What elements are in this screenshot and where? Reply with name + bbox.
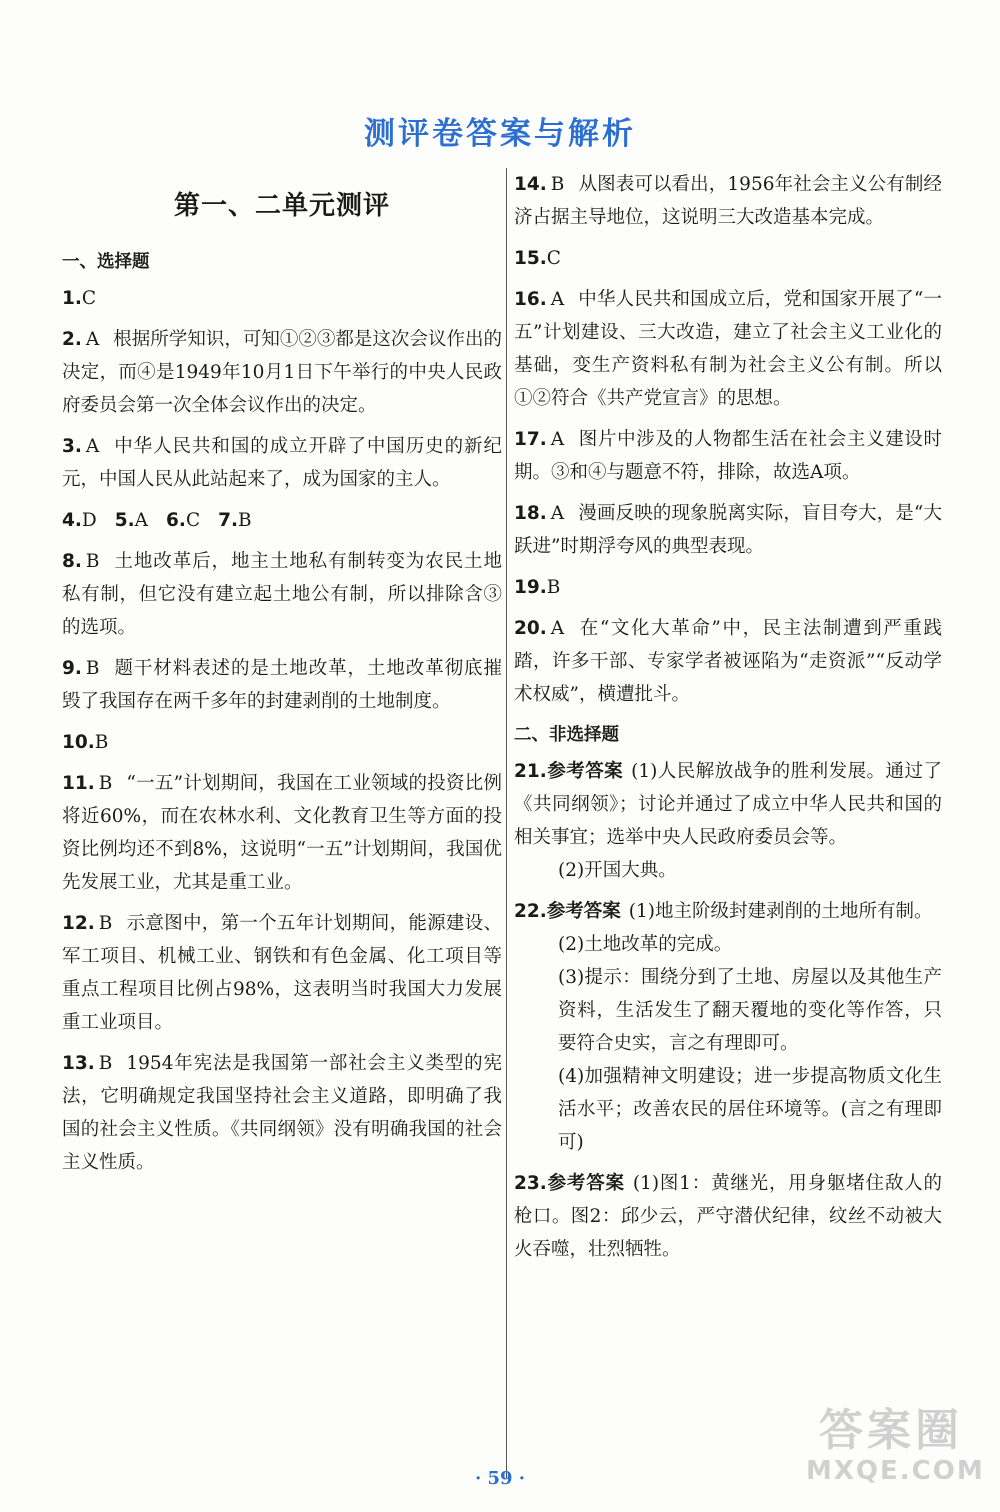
reference-answer-label: 参考答案 — [546, 901, 621, 922]
item-number: 13. — [62, 1053, 95, 1074]
section-heading-choice: 一、选择题 — [62, 252, 150, 272]
item-answer: D — [81, 510, 97, 531]
item-answer: B — [98, 773, 113, 794]
column-divider — [506, 168, 507, 1478]
item-number: 11. — [62, 773, 95, 794]
item-number: 5. — [114, 510, 135, 531]
answer-item-22 — [514, 895, 942, 1159]
item-answer: A — [550, 429, 565, 450]
item-number: 3. — [62, 436, 82, 457]
answer-part: (1)地主阶级封建剥削的土地所有制。 — [628, 901, 933, 922]
item-answer: B — [98, 913, 113, 934]
item-explanation: 题干材料表述的是土地改革，土地改革彻底摧毁了我国存在两千多年的封建剥削的土地制度。 — [62, 658, 502, 712]
item-explanation: 在“文化大革命”中，民主法制遭到严重践踏，许多干部、专家学者被诬陷为“走资派”“反动学术权威”，横遭批斗。 — [514, 618, 942, 705]
item-answer: B — [85, 658, 100, 679]
answer-item-14 — [514, 168, 942, 234]
item-answer: C — [546, 248, 561, 269]
answer-item-23 — [514, 1167, 942, 1266]
item-answer: C — [185, 510, 201, 531]
item-number: 9. — [62, 658, 82, 679]
section-heading-non-choice: 二、非选择题 — [514, 725, 619, 745]
answer-part: (2)土地改革的完成。 — [558, 934, 733, 955]
answer-item-2 — [62, 323, 502, 422]
item-number: 1. — [62, 288, 82, 309]
reference-answer-label: 参考答案 — [546, 1173, 625, 1194]
item-number: 18. — [514, 503, 547, 524]
reference-answer-label: 参考答案 — [546, 761, 624, 782]
item-answer: B — [98, 1053, 113, 1074]
page-title: 测评卷答案与解析 — [364, 116, 636, 152]
answer-part: (4)加强精神文明建设；进一步提高物质文化生活水平；改善农民的居住环境等。(言之有理即可) — [558, 1066, 942, 1153]
item-answer: A — [550, 289, 565, 310]
item-answer: A — [550, 503, 565, 524]
item-number: 16. — [514, 289, 547, 310]
watermark-logo — [806, 1405, 985, 1492]
item-explanation: 图片中涉及的人物都生活在社会主义建设时期。③和④与题意不符，排除，故选A项。 — [514, 429, 942, 483]
answer-item-9 — [62, 652, 502, 718]
item-number: 8. — [62, 551, 82, 572]
item-answer: B — [85, 551, 100, 572]
item-answer: A — [85, 329, 100, 350]
answer-items-4-7 — [62, 504, 502, 537]
item-number: 20. — [514, 618, 547, 639]
item-answer: B — [546, 577, 561, 598]
answer-item-20 — [514, 612, 942, 711]
item-number: 14. — [514, 174, 547, 195]
answer-item-1 — [62, 282, 502, 315]
item-number: 10. — [62, 732, 95, 753]
item-explanation: “一五”计划期间，我国在工业领域的投资比例将近60%，而在农林水利、文化教育卫生等方面的投资比例均还不到8%，这说明“一五”计划期间，我国优先发展工业，尤其是重工业。 — [62, 773, 502, 893]
item-explanation: 根据所学知识，可知①②③都是这次会议作出的决定，而④是1949年10月1日下午举行的中央人民政府委员会第一次全体会议作出的决定。 — [62, 329, 502, 416]
item-answer: B — [238, 510, 252, 531]
answer-item-11 — [62, 767, 502, 899]
item-answer: A — [85, 436, 100, 457]
answer-part: (1)图1：黄继光，用身躯堵住敌人的枪口。图2：邱少云，严守潜伏纪律，纹丝不动被大火吞噬，壮烈牺牲。 — [514, 1173, 942, 1260]
answer-item-21 — [514, 755, 942, 887]
watermark-url: MXQE.COM — [806, 1456, 985, 1486]
answer-part: (2)开国大典。 — [558, 860, 677, 881]
item-explanation: 土地改革后，地主土地私有制转变为农民土地私有制，但它没有建立起土地公有制，所以排除含③的选项。 — [62, 551, 502, 638]
item-answer: A — [134, 510, 149, 531]
answer-item-18 — [514, 497, 942, 563]
item-answer: C — [81, 288, 97, 309]
item-number: 21. — [514, 761, 547, 782]
item-number: 23. — [514, 1173, 547, 1194]
answer-part: (1)人民解放战争的胜利发展。通过了《共同纲领》；讨论并通过了成立中华人民共和国的相关事宜；选举中央人民政府委员会等。 — [514, 761, 942, 848]
item-answer: B — [94, 732, 109, 753]
item-number: 2. — [62, 329, 82, 350]
watermark-text: 答案圈 — [819, 1405, 963, 1456]
item-number: 15. — [514, 248, 547, 269]
answer-item-10 — [62, 726, 502, 759]
item-number: 7. — [218, 510, 238, 531]
item-explanation: 从图表可以看出，1956年社会主义公有制经济占据主导地位，这说明三大改造基本完成。 — [514, 174, 942, 228]
item-answer: A — [550, 618, 565, 639]
answer-item-12 — [62, 907, 502, 1039]
item-number: 19. — [514, 577, 547, 598]
item-explanation: 示意图中，第一个五年计划期间，能源建设、军工项目、机械工业、钢铁和有色金属、化工项目等重点工程项目比例占98%，这表明当时我国大力发展重工业项目。 — [62, 913, 502, 1033]
answer-item-16 — [514, 283, 942, 415]
left-column — [62, 168, 502, 1187]
item-number: 12. — [62, 913, 95, 934]
item-number: 6. — [166, 510, 186, 531]
item-number: 4. — [62, 510, 82, 531]
answer-item-3 — [62, 430, 502, 496]
right-column — [514, 168, 942, 1274]
answer-item-15 — [514, 242, 942, 275]
item-explanation: 中华人民共和国成立后，党和国家开展了“一五”计划建设、三大改造，建立了社会主义工业化的基础，变生产资料私有制为社会主义公有制。所以①②符合《共产党宣言》的思想。 — [514, 289, 942, 409]
answer-item-13 — [62, 1047, 502, 1179]
answer-item-19 — [514, 571, 942, 604]
answer-part: (3)提示：围绕分到了土地、房屋以及其他生产资料，生活发生了翻天覆地的变化等作答，只要符合史实，言之有理即可。 — [558, 967, 942, 1054]
answer-item-17 — [514, 423, 942, 489]
item-number: 17. — [514, 429, 547, 450]
unit-title: 第一、二单元测评 — [173, 191, 390, 221]
item-answer: B — [550, 174, 565, 195]
item-number: 22. — [514, 901, 547, 922]
answer-item-8 — [62, 545, 502, 644]
page-number: · 59 · — [474, 1468, 526, 1489]
item-explanation: 漫画反映的现象脱离实际，盲目夸大，是“大跃进”时期浮夸风的典型表现。 — [514, 503, 942, 557]
item-explanation: 1954年宪法是我国第一部社会主义类型的宪法，它明确规定我国坚持社会主义道路，即明确了我国的社会主义性质。《共同纲领》没有明确我国的社会主义性质。 — [62, 1053, 502, 1173]
item-explanation: 中华人民共和国的成立开辟了中国历史的新纪元，中国人民从此站起来了，成为国家的主人。 — [62, 436, 502, 490]
